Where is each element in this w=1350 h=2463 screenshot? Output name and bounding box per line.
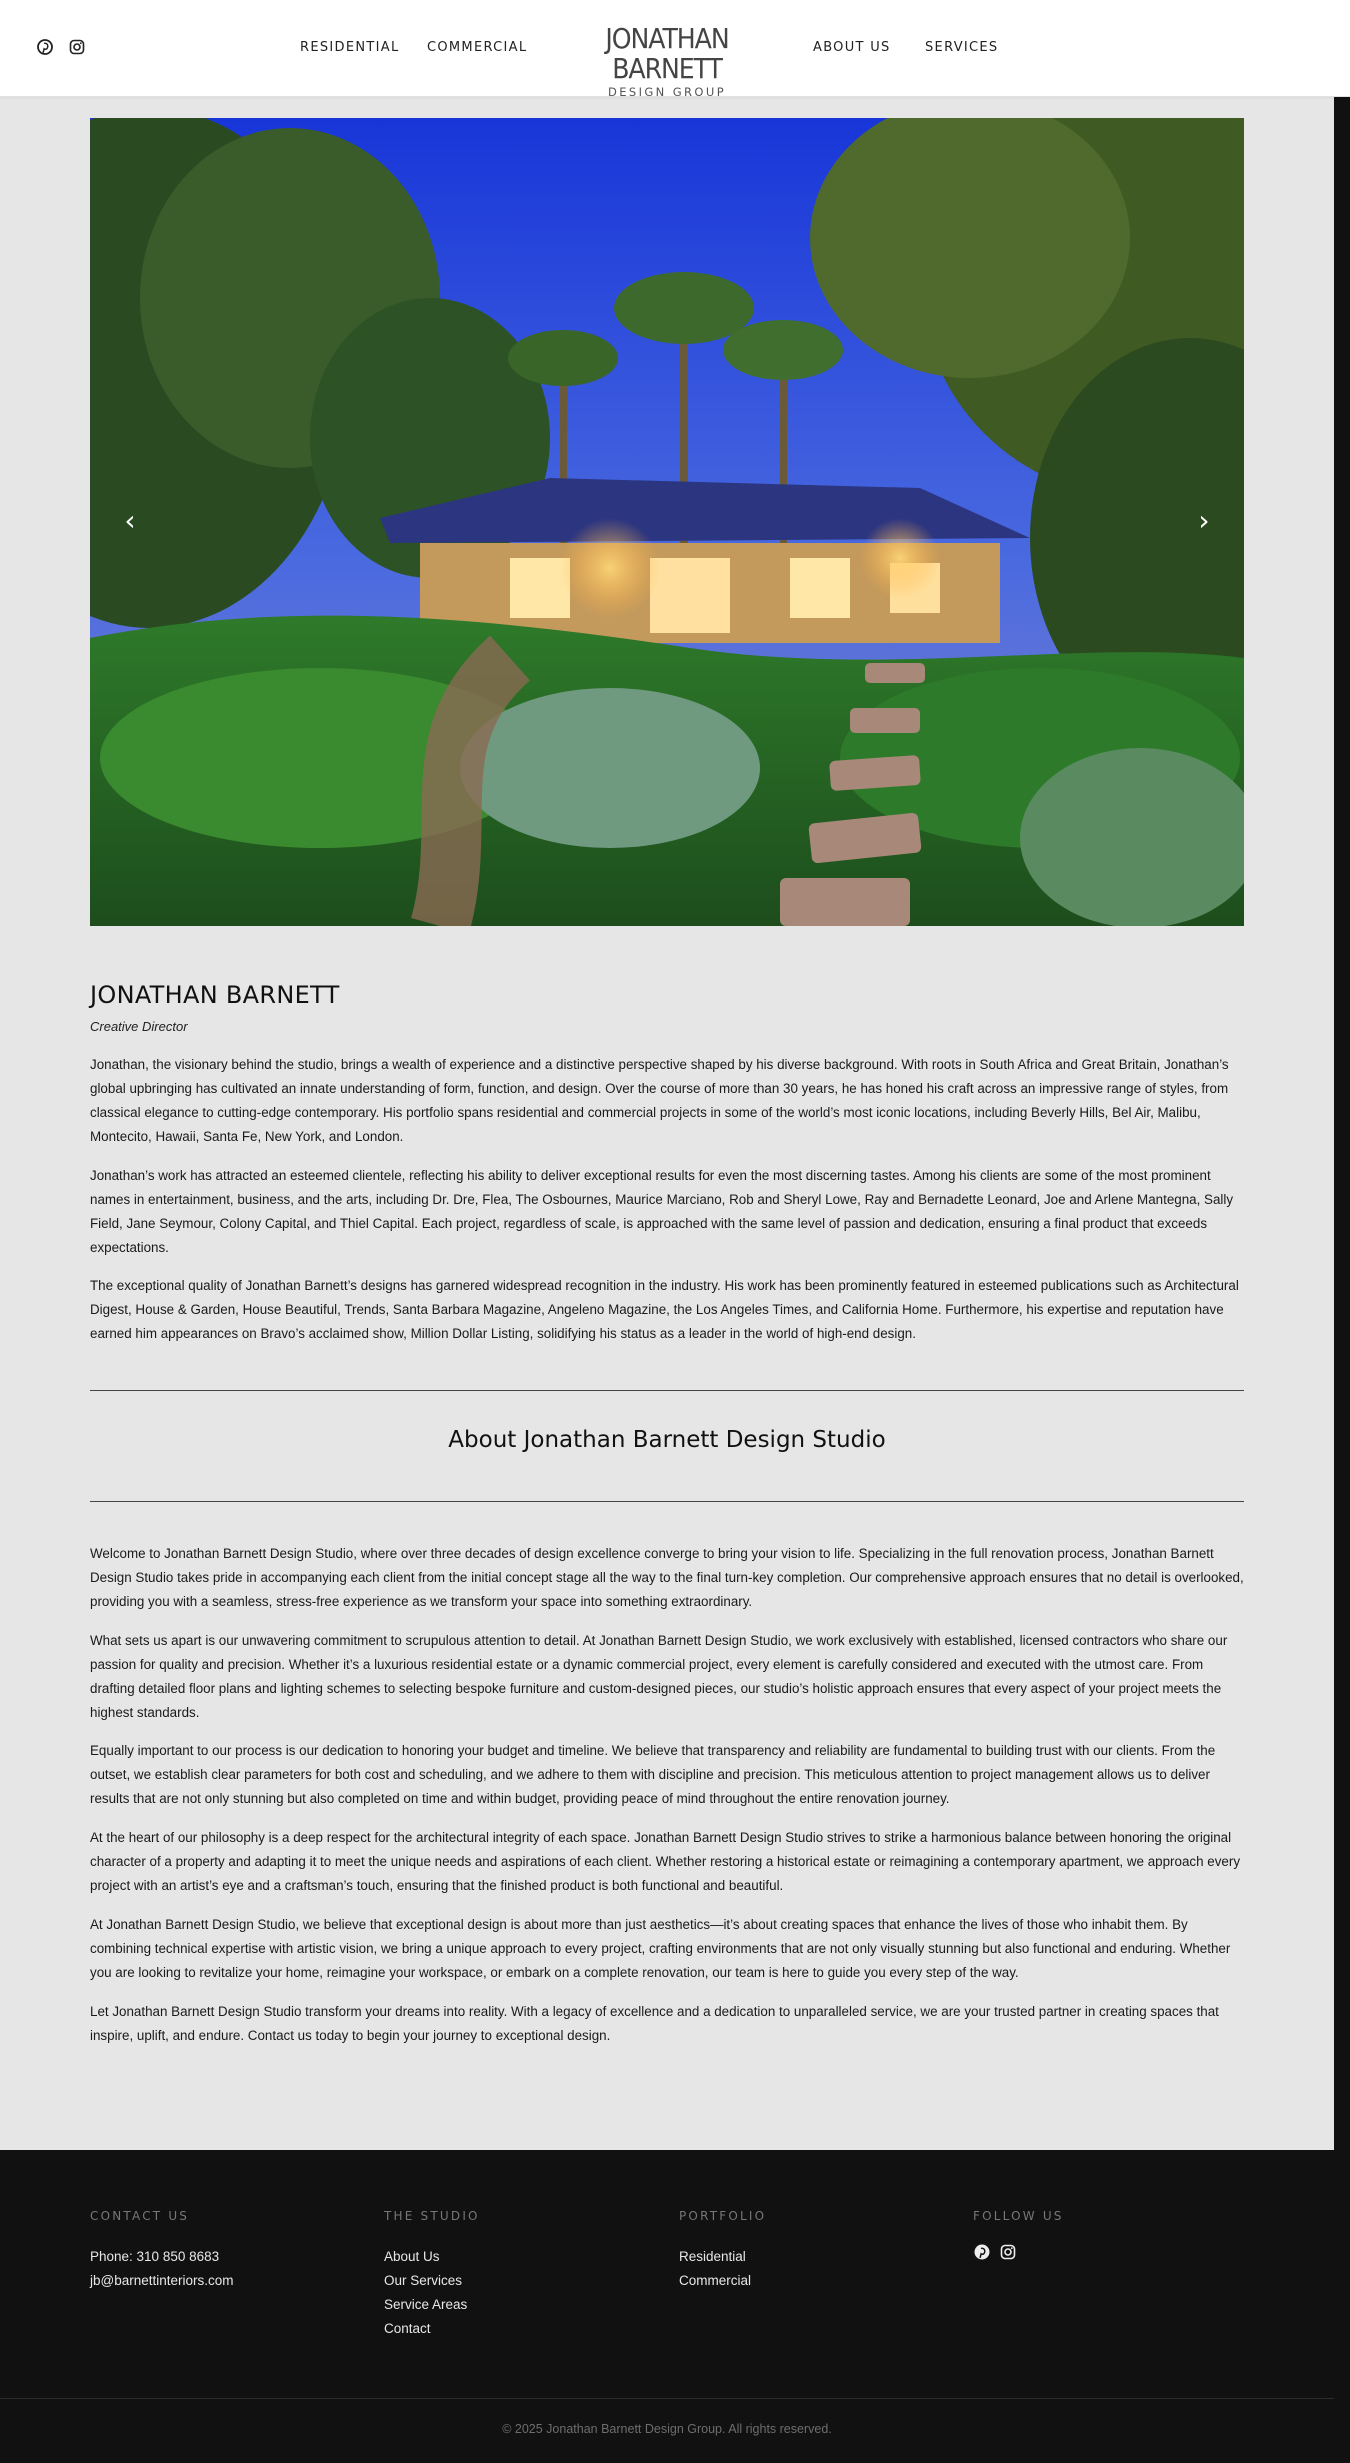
footer-social-links [973,2243,1064,2261]
slider-next-button[interactable]: › [1198,504,1210,537]
about-paragraph: Equally important to our process is our dedication to honoring your budget and timeline. We believe that transparency and reliability are fundamental to building trust with our clients. From the outset, we establish clear parameters for both cost and scheduling, and we adhere to them with discipline and precision. This meticulous attention to project management allows us to deliver results that are not only stunning but also completed on time and within budget, providing peace of mind throughout the entire renovation journey. [90,1743,1216,1806]
instagram-icon[interactable] [68,38,86,56]
bio-paragraph: Jonathan’s work has attracted an esteemed clientele, reflecting his ability to deliver exceptional results for even the most discerning tastes. Among his clients are some of the most prominent names in entertainment, business, and the arts, including Dr. Dre, Flea, The Osbournes, Maurice Marciano, Rob and Sheryl Lowe, Ray and Bernadette Leonard, Joe and Arlene Mantegna, Sally Field, Jane Seymour, Colony Capital, and Thiel Capital. Each project, regardless of scale, is approached with the same level of passion and dedication, ensuring a final product that exceeds expectations. [90,1168,1234,1255]
about-paragraph: Let Jonathan Barnett Design Studio transform your dreams into reality. With a legacy of excellence and a dedication to unparalleled service, we are your trusted partner in creating spaces that inspire, uplift, and endure. Contact us today to begin your journey to exceptional design. [90,2004,1219,2043]
about-title: About Jonathan Barnett Design Studio [448,1427,886,1453]
footer-link-contact[interactable]: Contact [384,2321,431,2336]
footer-portfolio [679,2209,766,2293]
pinterest-icon[interactable] [973,2243,991,2261]
logo-main-text: JONATHAN BARNETT [605,22,729,85]
footer-follow [973,2209,1064,2261]
footer-follow-heading: FOLLOW US [973,2209,1064,2223]
site-header [0,0,1350,97]
footer-link-about-us[interactable]: About Us [384,2249,440,2264]
footer-link-residential[interactable]: Residential [679,2249,746,2264]
footer-contact-heading: CONTACT US [90,2209,190,2223]
section-divider-bottom [90,1501,1244,1502]
bio-role: Creative Director [90,1019,188,1034]
about-paragraph: What sets us apart is our unwavering commitment to scrupulous attention to detail. At Jonathan Barnett Design Studio, we work exclusively with established, licensed contractors who share our passion for quality and precision. Whether it’s a luxurious residential estate or a dynamic commercial project, every element is carefully considered and executed with the utmost care. From drafting detailed floor plans and lighting schemes to selecting bespoke furniture and custom-designed pieces, our studio’s holistic approach ensures that every aspect of your project meets the highest standards. [90,1633,1228,1720]
footer-studio-heading: THE STUDIO [384,2209,480,2223]
main-content [0,97,1334,2150]
footer-link-commercial[interactable]: Commercial [679,2273,752,2288]
footer-studio [384,2209,480,2341]
footer-contact [90,2209,234,2293]
copyright-text: © 2025 Jonathan Barnett Design Group. All rights reserved. [502,2422,832,2436]
footer-phone[interactable]: Phone: 310 850 8683 [90,2249,220,2264]
footer-divider [0,2398,1334,2399]
footer-portfolio-heading: PORTFOLIO [679,2209,767,2223]
bio-name: JONATHAN BARNETT [90,981,340,1009]
site-footer [0,2150,1350,2463]
nav-commercial[interactable]: COMMERCIAL [427,40,528,55]
footer-link-service-areas[interactable]: Service Areas [384,2297,468,2312]
section-divider-top [90,1390,1244,1391]
nav-about-us[interactable]: ABOUT US [813,40,891,55]
footer-email[interactable]: jb@barnettinteriors.com [90,2273,234,2288]
nav-services[interactable]: SERVICES [925,40,999,55]
nav-residential[interactable]: RESIDENTIAL [300,40,400,55]
instagram-icon[interactable] [999,2243,1017,2261]
site-logo[interactable] [560,24,774,99]
pinterest-icon[interactable] [36,38,54,56]
hero-slider [90,118,1244,926]
header-social-links [36,38,86,56]
bio-paragraph: The exceptional quality of Jonathan Barnett’s designs has garnered widespread recognition in the industry. His work has been prominently featured in esteemed publications such as Architectural Digest, House & Garden, House Beautiful, Trends, Santa Barbara Magazine, Angeleno Magazine, the Los Angeles Times, and California Home. Furthermore, his expertise and reputation have earned him appearances on Bravo’s acclaimed show, Million Dollar Listing, solidifying his status as a leader in the world of high-end design. [90,1278,1239,1341]
about-paragraph: Welcome to Jonathan Barnett Design Studio, where over three decades of design excellence converge to bring your vision to life. Specializing in the full renovation process, Jonathan Barnett Design Studio takes pride in accompanying each client from the initial concept stage all the way to the final turn-key completion. Our comprehensive approach ensures that no detail is overlooked, providing you with a seamless, stress-free experience as we transform your space into something extraordinary. [90,1546,1244,1609]
footer-link-our-services[interactable]: Our Services [384,2273,463,2288]
about-paragraph: At the heart of our philosophy is a deep respect for the architectural integrity of each space. Jonathan Barnett Design Studio strives to strike a harmonious balance between honoring the original character of a property and adapting it to meet the unique needs and aspirations of each client. Whether restoring a historical estate or reimagining a contemporary apartment, we approach every project with an artist’s eye and a craftsman’s touch, ensuring that the finished product is both functional and beautiful. [90,1830,1241,1893]
about-paragraph: At Jonathan Barnett Design Studio, we believe that exceptional design is about more than just aesthetics—it’s about creating spaces that enhance the lives of those who inhabit them. By combining technical expertise with artistic vision, we bring a unique approach to every project, crafting environments that are not only visually stunning but also functional and enduring. Whether you are looking to revitalize your home, reimagine your workspace, or embark on a complete renovation, our team is here to guide you every step of the way. [90,1917,1231,1980]
hero-image [90,118,1244,926]
logo-sub-text: DESIGN GROUP [607,85,727,99]
bio-paragraph: Jonathan, the visionary behind the studio, brings a wealth of experience and a distinctive perspective shaped by his diverse background. With roots in South Africa and Great Britain, Jonathan’s global upbringing has cultivated an innate understanding of form, function, and design. Over the course of more than 30 years, he has honed his craft across an impressive range of styles, from classical elegance to cutting-edge contemporary. His portfolio spans residential and commercial projects in some of the world’s most iconic locations, including Beverly Hills, Bel Air, Malibu, Montecito, Hawaii, Santa Fe, New York, and London. [90,1057,1229,1144]
slider-prev-button[interactable]: ‹ [124,504,136,537]
page-scrollbar[interactable] [1334,97,1350,2150]
